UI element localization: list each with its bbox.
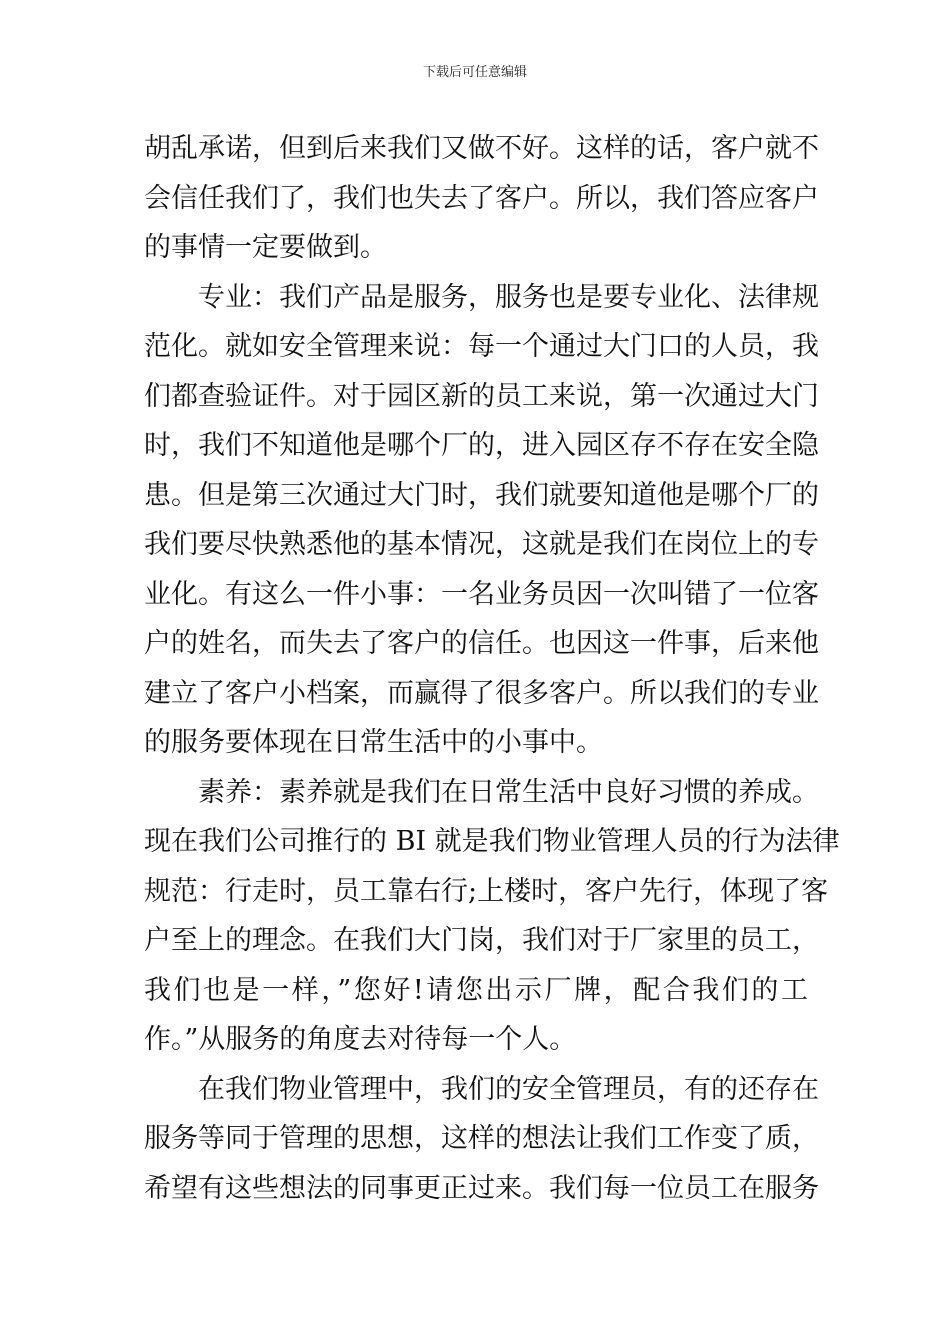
text-line: 专业：我们产品是服务，服务也是要专业化、法律规	[198, 281, 819, 313]
text-line: 业化。有这么一件小事：一名业务员因一次叫错了一位客	[144, 578, 819, 610]
text-line: 在我们物业管理中，我们的安全管理员，有的还存在	[198, 1073, 819, 1105]
paragraph-3	[144, 768, 840, 1065]
text-line: 们都查验证件。对于园区新的员工来说，第一次通过大门	[144, 380, 819, 412]
text-line: 规范：行走时，员工靠右行;上楼时，客户先行，体现了客	[144, 875, 829, 907]
text-line: 会信任我们了，我们也失去了客户。所以，我们答应客户	[144, 182, 819, 214]
text-line: 的服务要体现在日常生活中的小事中。	[144, 727, 603, 758]
text-line: 患。但是第三次通过大门时，我们就要知道他是哪个厂的	[144, 479, 819, 511]
text-line: 的事情一定要做到。	[144, 232, 387, 263]
paragraph-2	[144, 273, 819, 768]
text-line: 我们也是一样，”您好!请您出示厂牌，配合我们的工	[144, 974, 808, 1006]
text-line: 素养：素养就是我们在日常生活中良好习惯的养成。	[198, 776, 819, 808]
document-body	[144, 124, 840, 1213]
text-line: 时，我们不知道他是哪个厂的，进入园区存不存在安全隐	[144, 430, 819, 461]
text-line: 胡乱承诺，但到后来我们又做不好。这样的话，客户就不	[144, 133, 819, 164]
text-line: 作。”从服务的角度去对待每一个人。	[144, 1024, 577, 1055]
text-line: 现在我们公司推行的 BI 就是我们物业管理人员的行为法律	[144, 826, 840, 857]
text-line: 范化。就如安全管理来说：每一个通过大门口的人员，我	[144, 331, 819, 362]
paragraph-1	[144, 124, 819, 273]
text-line: 希望有这些想法的同事更正过来。我们每一位员工在服务	[144, 1172, 819, 1204]
text-line: 我们要尽快熟悉他的基本情况，这就是我们在岗位上的专	[144, 529, 819, 560]
text-line: 建立了客户小档案，而赢得了很多客户。所以我们的专业	[144, 677, 819, 709]
text-line: 户的姓名，而失去了客户的信任。也因这一件事，后来他	[144, 628, 819, 659]
text-line: 户至上的理念。在我们大门岗，我们对于厂家里的员工，	[144, 925, 819, 956]
paragraph-4	[144, 1065, 819, 1214]
text-line: 服务等同于管理的思想，这样的想法让我们工作变了质，	[144, 1123, 819, 1154]
page-header: 下载后可任意编辑	[422, 65, 527, 80]
